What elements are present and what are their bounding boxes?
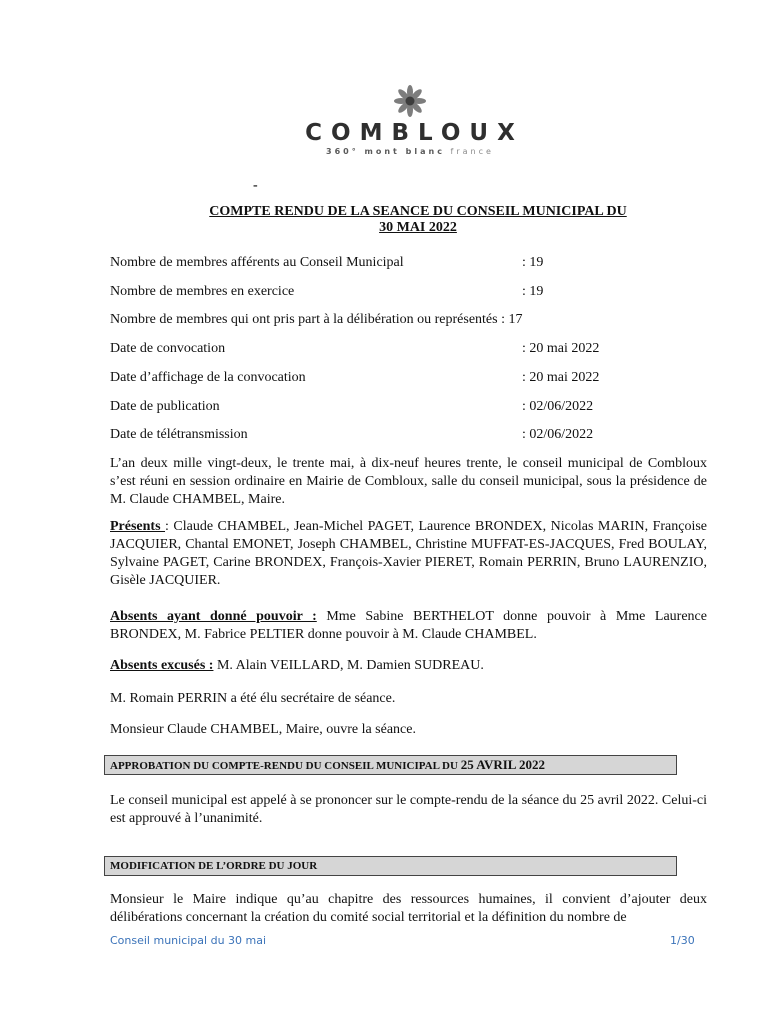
info-label: Nombre de membres qui ont pris part à la délibération ou représentés : 17 (110, 312, 523, 327)
info-value: : 02/06/2022 (522, 427, 594, 442)
logo-tagline (0, 147, 770, 156)
info-label: Date de publication (110, 399, 220, 414)
combloux-logo (0, 84, 770, 156)
secretary-paragraph: M. Romain PERRIN a été élu secrétaire de séance. (110, 691, 396, 706)
info-value: : 20 mai 2022 (522, 341, 600, 356)
absents-excuses-paragraph (110, 657, 707, 675)
intro-paragraph: L’an deux mille vingt-deux, le trente mai, à dix-neuf heures trente, le conseil municipal de Combloux s’est réuni en session ordinaire en Mairie de Combloux, salle du conseil municipal, sous la présidence de M. Claude CHAMBEL, Maire. (110, 456, 707, 507)
info-row (110, 255, 544, 271)
info-row (110, 284, 544, 300)
section-heading-date: 25 AVRIL 2022 (460, 757, 545, 772)
absents-excuses-text: M. Alain VEILLARD, M. Damien SUDREAU. (213, 658, 484, 673)
footer-title: Conseil municipal du 30 mai (110, 934, 267, 947)
document-title-line1: COMPTE RENDU DE LA SEANCE DU CONSEIL MUNICIPAL DU (209, 204, 627, 219)
absents-pouvoir-text: Mme Sabine BERTHELOT donne pouvoir à Mme Laurence BRONDEX, M. Fabrice PELTIER donne pouvoir à M. Claude CHAMBEL. (110, 609, 707, 642)
document-title-line2: 30 MAI 2022 (379, 220, 457, 235)
logo-name: COMBLOUX (305, 120, 524, 146)
info-label: Date de convocation (110, 341, 226, 356)
info-label: Nombre de membres afférents au Conseil Municipal (110, 255, 404, 270)
footer-page-number: 1/30 (670, 934, 695, 947)
section-heading-text: APPROBATION DU COMPTE-RENDU DU CONSEIL MUNICIPAL DU (110, 760, 458, 772)
info-row (110, 399, 594, 415)
info-value: : 19 (522, 284, 544, 299)
info-label: Date de télétransmission (110, 427, 248, 442)
ordre-du-jour-paragraph: Monsieur le Maire indique qu’au chapitre des ressources humaines, il convient d’ajouter deux délibérations concernant la création du comité social territorial et la définition du nombre de (110, 892, 707, 925)
presents-paragraph (110, 518, 707, 590)
approbation-paragraph: Le conseil municipal est appelé à se prononcer sur le compte-rendu de la séance du 25 avril 2022. Celui-ci est approuvé à l’unanimité. (110, 793, 707, 826)
info-row (110, 312, 523, 328)
section-heading-text: MODIFICATION DE L’ORDRE DU JOUR (110, 860, 318, 872)
info-value: : 02/06/2022 (522, 399, 594, 414)
document-title (110, 204, 726, 236)
presents-text: : Claude CHAMBEL, Jean-Michel PAGET, Laurence BRONDEX, Nicolas MARIN, Françoise JACQUIER, Chantal EMONET, Joseph CHAMBEL, Christine MUFFAT-ES-JACQUES, Fred BOULAY, Sylvaine PAGET, Carine BRONDEX, François-Xavier PIERET, Romain PERRIN, Bruno LAURENZIO, Gisèle JACQUIER. (110, 519, 707, 588)
logo-tagline-strong: 360° mont blanc (326, 147, 445, 156)
edelweiss-flower-icon (393, 84, 427, 118)
section-heading-approbation (104, 755, 677, 775)
separator-dash: - (253, 178, 258, 193)
absents-excuses-label: Absents excusés : (110, 658, 214, 673)
info-label: Nombre de membres en exercice (110, 284, 295, 299)
info-label: Date d’affichage de la convocation (110, 370, 306, 385)
info-value: : 19 (522, 255, 544, 270)
absents-pouvoir-label: Absents ayant donné pouvoir : (110, 609, 317, 624)
section-heading-ordre-du-jour (104, 856, 677, 876)
presents-label: Présents (110, 519, 166, 534)
opening-paragraph: Monsieur Claude CHAMBEL, Maire, ouvre la séance. (110, 722, 416, 737)
info-row (110, 427, 594, 443)
logo-tagline-light: france (450, 147, 494, 156)
absents-pouvoir-paragraph (110, 608, 707, 644)
info-row (110, 370, 600, 386)
info-value: : 20 mai 2022 (522, 370, 600, 385)
info-row (110, 341, 600, 357)
